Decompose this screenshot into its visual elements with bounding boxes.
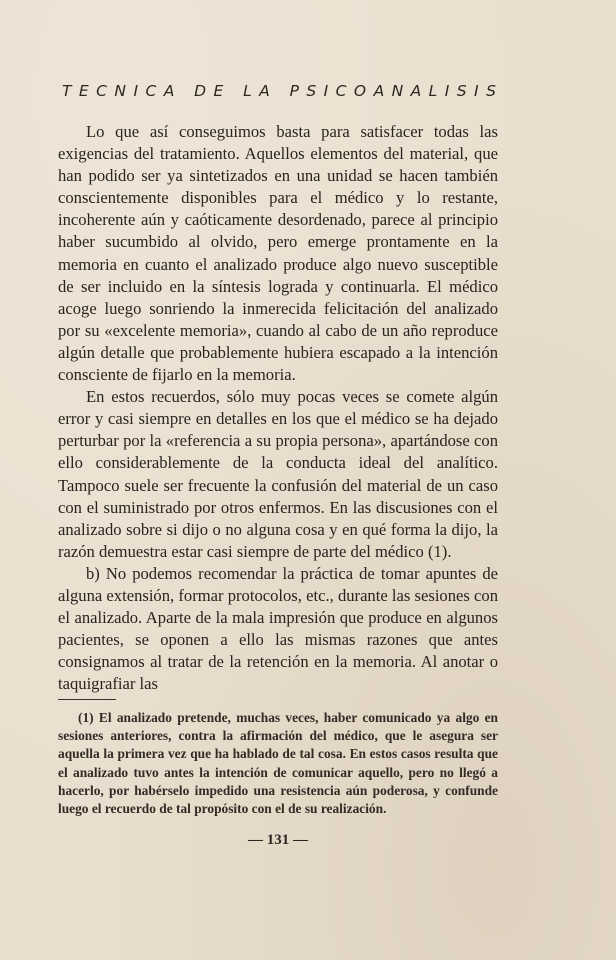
footnote-1: (1) El analizado pretende, muchas veces, haber comunicado ya algo en sesiones anteriores, contra la afirmación del médico, que le asegura ser aquella la primera vez que ha hablado de tal cosa. En estos casos resulta que el analizado tuvo antes la intención de comunicar aquello, pero no llegó a hacerlo, por habérselo impedido una resistencia aún poderosa, y confunde luego el recuerdo de tal propósito con el de su realización. <box>58 710 498 817</box>
running-head: TECNICA DE LA PSICOANALISIS <box>62 82 504 100</box>
paragraph-3: b) No podemos recomendar la práctica de tomar apuntes de alguna extensión, formar protocolos, etc., durante las sesiones con el analizado. Aparte de la mala impresión que produce en algunos pacientes, se oponen a ello las mismas razones que antes consignamos al tratar de la retención en la memoria. Al anotar o taquigrafiar las <box>58 563 498 694</box>
page-number: — 131 — <box>248 832 308 848</box>
paragraph-1: Lo que así conseguimos basta para satisfacer todas las exigencias del tratamiento. Aquellos elementos del material, que han podido ser ya sintetizados en una unidad se hacen también conscientemente disponibles para el médico y lo restante, incoherente aún y caóticamente desordenado, parece al principio haber sucumbido al olvido, pero emerge prontamente en la memoria en cuanto el analizado produce algo nuevo susceptible de ser incluido en la síntesis lograda y continuarla. El médico acoge luego sonriendo la inmerecida felicitación del analizado por su «excelente memoria», cuando al cabo de un año reproduce algún detalle que probablemente hubiera escapado a la intención consciente de fijarlo en la memoria. <box>58 122 498 385</box>
footnote-divider <box>58 699 116 700</box>
body-text <box>58 121 498 695</box>
paragraph-2: En estos recuerdos, sólo muy pocas veces se comete algún error y casi siempre en detalles en los que el médico se ha dejado perturbar por la «referencia a su propia persona», apartándose con ello considerablemente de la conducta ideal del analítico. Tampoco suele ser frecuente la confusión del material de un caso con el suministrado por otros enfermos. En las discusiones con el analizado sobre si dijo o no alguna cosa y en qué forma la dijo, la razón demuestra estar casi siempre de parte del médico (1). <box>58 387 498 561</box>
footnotes <box>58 709 498 818</box>
